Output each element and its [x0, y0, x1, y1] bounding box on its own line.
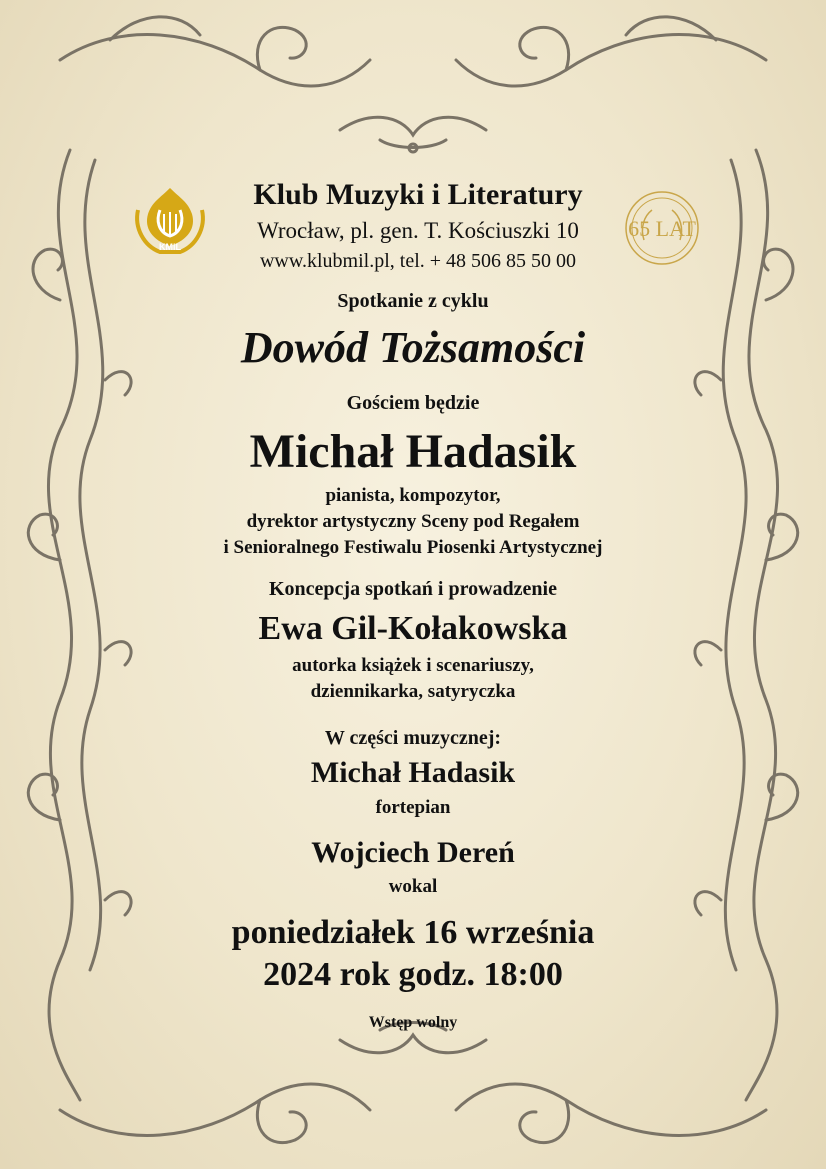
musician-name: Wojciech Dereń	[311, 836, 515, 869]
event-intro: Spotkanie z cyklu	[337, 290, 489, 312]
music-intro: W części muzycznej:	[324, 727, 502, 749]
anniversary-seal-icon	[622, 188, 702, 268]
lyre-flame-logo-icon	[130, 180, 210, 260]
musician-instrument: wokal	[388, 876, 438, 897]
host-desc-line: autorka książek i scenariuszy,	[292, 655, 534, 676]
guest-desc-line: dyrektor artystyczny Sceny pod Regałem	[246, 511, 580, 532]
club-contact: www.klubmil.pl, tel. + 48 506 85 50 00	[259, 250, 577, 272]
bottom-flourish	[60, 1023, 766, 1143]
host-name: Ewa Gil-Kołakowska	[258, 610, 568, 647]
event-date: poniedziałek 16 września	[231, 914, 595, 951]
club-name: Klub Muzyki i Literatury	[253, 178, 583, 211]
musician-instrument: fortepian	[375, 797, 451, 818]
svg-text:KMiL: KMiL	[159, 242, 181, 252]
top-flourish	[60, 17, 766, 152]
musician-name: Michał Hadasik	[310, 756, 516, 789]
host-desc-line: dziennikarka, satyryczka	[310, 681, 516, 702]
guest-desc-line: i Senioralnego Festiwalu Piosenki Artystycznej	[223, 537, 603, 558]
admission-info: Wstęp wolny	[368, 1014, 458, 1031]
svg-text:65 LAT: 65 LAT	[628, 216, 696, 241]
guest-desc-line: pianista, kompozytor,	[325, 485, 501, 506]
host-intro: Koncepcja spotkań i prowadzenie	[269, 578, 557, 600]
club-header	[130, 170, 710, 280]
guest-intro: Gościem będzie	[346, 392, 480, 414]
guest-name: Michał Hadasik	[249, 425, 577, 478]
club-address: Wrocław, pl. gen. T. Kościuszki 10	[257, 218, 579, 243]
event-time: 2024 rok godz. 18:00	[263, 956, 563, 993]
series-title: Dowód Tożsamości	[240, 323, 586, 372]
